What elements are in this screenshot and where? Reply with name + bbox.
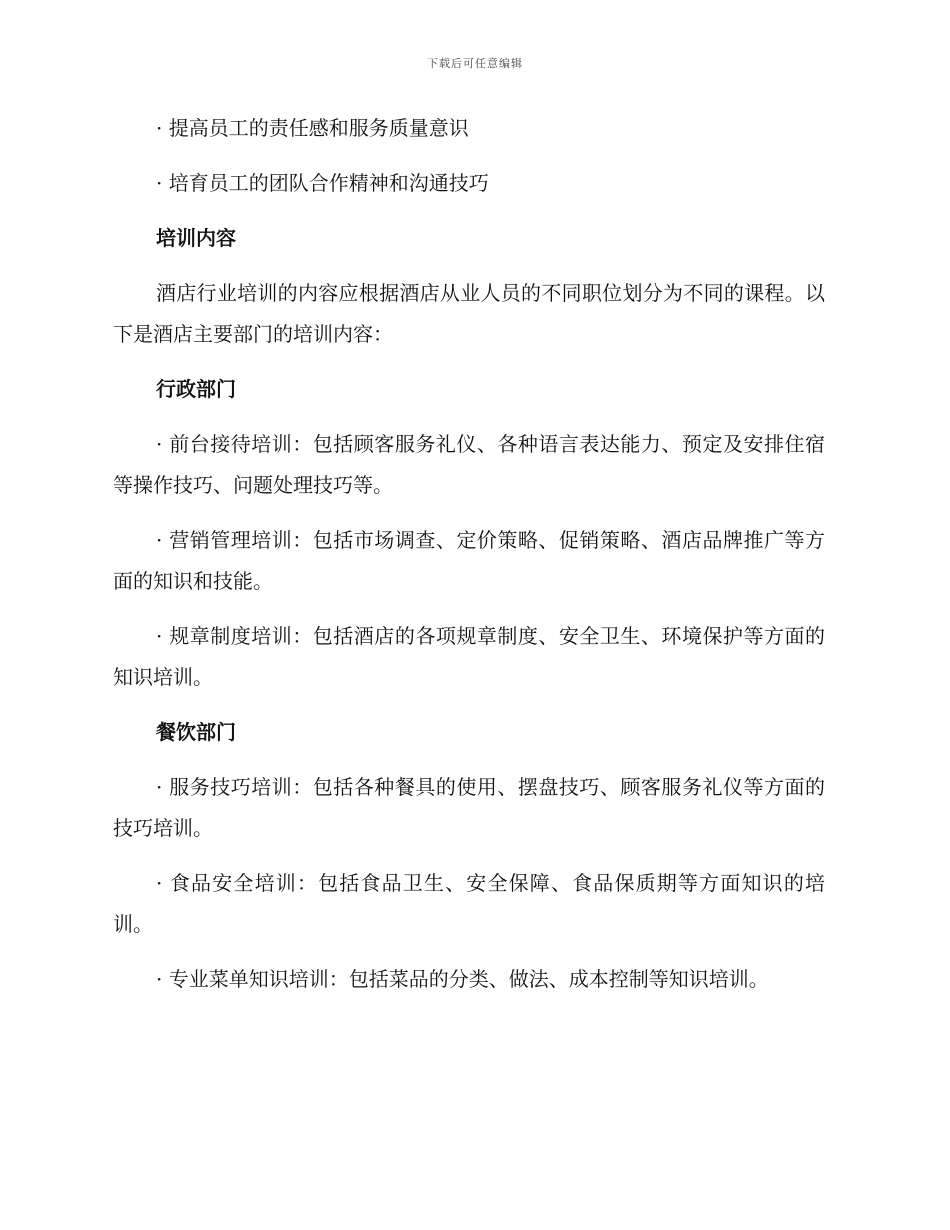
bullet-service-skills-training: · 服务技巧培训：包括各种餐具的使用、摆盘技巧、顾客服务礼仪等方面的技巧培训。 <box>113 775 825 840</box>
bullet-teamwork: · 培育员工的团队合作精神和沟通技巧 <box>156 171 489 195</box>
section-heading-admin-dept: 行政部门 <box>156 377 236 401</box>
bullet-front-desk-training: · 前台接待培训：包括顾客服务礼仪、各种语言表达能力、预定及安排住宿等操作技巧、问题处理技巧等。 <box>113 432 825 497</box>
bullet-responsibility: · 提高员工的责任感和服务质量意识 <box>156 116 469 140</box>
bullet-food-safety-training: · 食品安全培训：包括食品卫生、安全保障、食品保质期等方面知识的培训。 <box>113 871 825 936</box>
bullet-marketing-training: · 营销管理培训：包括市场调查、定价策略、促销策略、酒店品牌推广等方面的知识和技能。 <box>113 528 825 593</box>
section-heading-catering-dept: 餐饮部门 <box>156 720 236 744</box>
section-heading-training-content: 培训内容 <box>156 226 236 250</box>
header-note: 下载后可任意编辑 <box>427 57 523 70</box>
bullet-regulations-training: · 规章制度培训：包括酒店的各项规章制度、安全卫生、环境保护等方面的知识培训。 <box>113 624 825 689</box>
document-body <box>113 108 825 1014</box>
bullet-menu-knowledge-training: · 专业菜单知识培训：包括菜品的分类、做法、成本控制等知识培训。 <box>156 967 769 991</box>
paragraph-training-intro: 酒店行业培训的内容应根据酒店从业人员的不同职位划分为不同的课程。以下是酒店主要部门的培训内容： <box>113 281 825 346</box>
